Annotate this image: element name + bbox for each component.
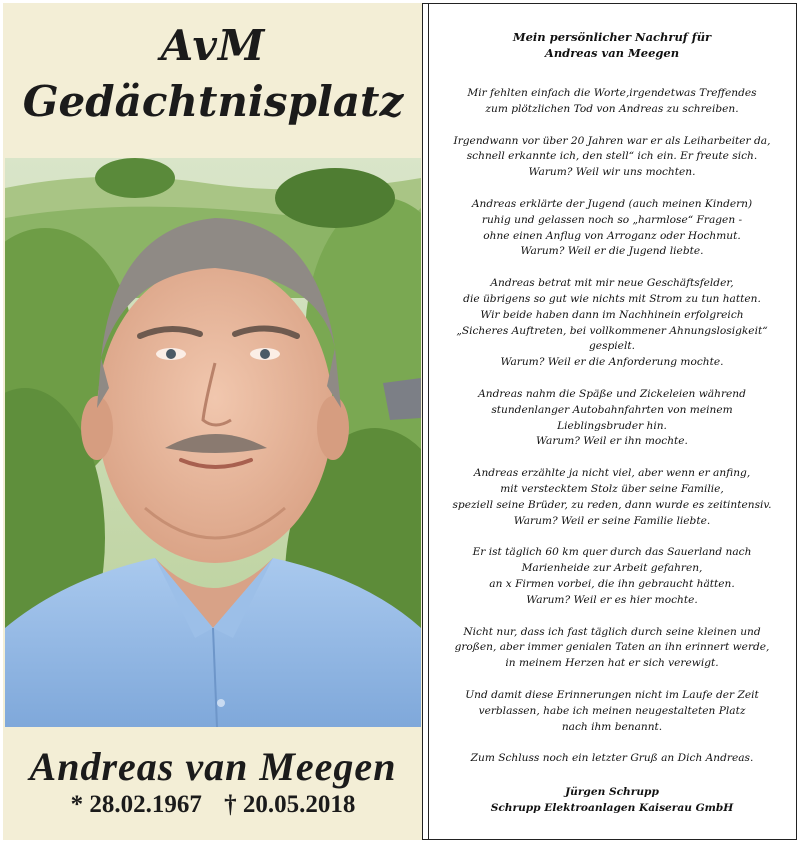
portrait-photo <box>5 158 421 727</box>
life-dates <box>3 791 423 819</box>
birth-star-icon: * <box>70 791 84 818</box>
title-line-2: Gedächtnisplatz <box>22 77 404 126</box>
obituary-line: an x Firmen vorbei, die ihn gebraucht hätten. <box>489 577 735 590</box>
obituary-paragraph <box>429 387 795 450</box>
signature <box>429 784 795 816</box>
obituary-line: Lieblingsbruder hin. <box>557 419 667 432</box>
obituary-line: zum plötzlichen Tod von Andreas zu schreiben. <box>485 102 739 115</box>
obituary-line: großen, aber immer genialen Taten an ihn erinnert werde, <box>454 641 770 654</box>
obituary-line: Warum? Weil er ihn mochte. <box>536 435 688 448</box>
obituary-paragraph <box>429 86 795 118</box>
obituary-line: Andreas erklärte der Jugend (auch meinen Kindern) <box>471 197 753 210</box>
obituary-paragraph <box>429 625 795 672</box>
obituary-paragraph <box>429 276 795 371</box>
obituary-line: Andreas nahm die Späße und Zickeleien während <box>478 387 746 400</box>
obituary-line: mit verstecktem Stolz über seine Familie, <box>500 482 724 495</box>
obituary-line: ruhig und gelassen noch so „harmlose“ Fragen - <box>481 213 743 226</box>
obituary-line: Wir beide haben dann im Nachhinein erfolgreich <box>480 308 744 321</box>
obituary-line: gespielt. <box>589 340 635 353</box>
cross-icon: † <box>224 791 237 818</box>
obituary-line: Und damit diese Erinnerungen nicht im Laufe der Zeit <box>465 688 759 701</box>
death-date: † 20.05.2018 <box>224 791 356 818</box>
obituary-paragraph <box>429 545 795 608</box>
title-line-1: AvM <box>160 21 266 70</box>
portrait-illustration <box>5 158 421 727</box>
obituary-paragraph <box>429 751 795 767</box>
obituary-line: die übrigens so gut wie nichts mit Strom zu tun hatten. <box>463 292 761 305</box>
obituary-paragraph <box>429 197 795 260</box>
obituary-line: Warum? Weil wir uns mochten. <box>528 166 696 179</box>
birth-date: * 28.02.1967 <box>70 791 202 818</box>
obituary-text-panel <box>428 3 794 840</box>
deceased-name: Andreas van Meegen <box>29 744 397 789</box>
obituary-line: Warum? Weil er die Anforderung mochte. <box>500 356 724 369</box>
obituary-line: Andreas betrat mit mir neue Geschäftsfelder, <box>490 277 734 290</box>
obituary-paragraph <box>429 688 795 735</box>
obituary-line: Mir fehlten einfach die Worte,irgendetwas Treffendes <box>467 87 757 99</box>
obituary-line: Nicht nur, dass ich fast täglich durch seine kleinen und <box>463 625 761 638</box>
obituary-line: Irgendwann vor über 20 Jahren war er als Leiharbeiter da, <box>453 134 771 147</box>
obituary-line: verblassen, habe ich meinen neugestalteten Platz <box>478 704 746 717</box>
obituary-paragraph <box>429 466 795 529</box>
obituary-line: ohne einen Anflug von Arroganz oder Hochmut. <box>483 229 741 242</box>
obituary-body <box>429 86 795 783</box>
obituary-line: nach ihm benannt. <box>561 720 663 733</box>
obituary-line: Warum? Weil er seine Familie liebte. <box>513 514 711 527</box>
obituary-line: Marienheide zur Arbeit gefahren, <box>521 562 703 575</box>
obituary-line: Andreas erzählte ja nicht viel, aber wenn er anfing, <box>473 467 751 480</box>
obituary-line: stundenlanger Autobahnfahrten von meinem <box>491 403 733 416</box>
obituary-line: speziell seine Brüder, zu reden, dann wurde es zeitintensiv. <box>452 498 772 511</box>
obituary-heading: Mein persönlicher Nachruf für Andreas van Meegen <box>512 30 712 60</box>
obituary-line: schnell erkannte ich, den stell“ ich ein. Er freute sich. <box>466 150 758 163</box>
obituary-line: Er ist täglich 60 km quer durch das Sauerland nach <box>472 546 752 559</box>
signature-name: Jürgen Schrupp <box>565 786 659 798</box>
memorial-panel <box>3 3 423 840</box>
obituary-line: Zum Schluss noch ein letzter Gruß an Dich Andreas. <box>470 752 754 765</box>
signature-company: Schrupp Elektroanlagen Kaiserau GmbH <box>490 802 734 814</box>
obituary-line: Warum? Weil er die Jugend liebte. <box>520 245 704 258</box>
obituary-paragraph <box>429 134 795 181</box>
obituary-line: Warum? Weil er es hier mochte. <box>526 593 698 606</box>
obituary-line: in meinem Herzen hat er sich verewigt. <box>505 657 719 670</box>
obituary-line: „Sicheres Auftreten, bei vollkommener Ahnungslosigkeit“ <box>456 324 768 337</box>
